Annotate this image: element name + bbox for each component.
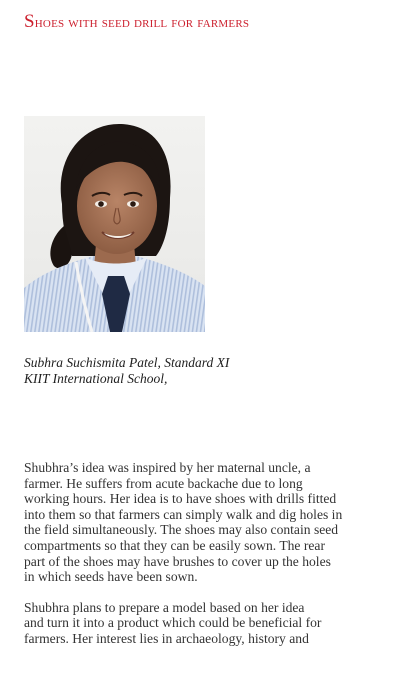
paragraph-1-line: in which seeds have been sown. <box>24 569 198 585</box>
paragraph-2-line: and turn it into a product which could be beneficial for <box>24 615 322 631</box>
paragraph-1-line: Shubhra’s idea was inspired by her maternal uncle, a <box>24 460 311 475</box>
paragraph-1-line: compartments so that they can be easily sown. The rear <box>24 537 325 553</box>
student-portrait-photo <box>24 116 205 332</box>
paragraph-1-line: working hours. Her idea is to have shoes with drills fitted <box>24 491 337 507</box>
paragraph-1-line: into them so that farmers can simply walk and dig holes in <box>24 506 343 522</box>
paragraph-1-line: the field simultaneously. The shoes may also contain seed <box>24 522 339 538</box>
paragraph-1 <box>24 460 394 585</box>
paragraph-2 <box>24 600 394 647</box>
paragraph-1-line: part of the shoes may have brushes to cover up the holes <box>24 553 331 569</box>
paragraph-2-line: farmers. Her interest lies in archaeology, history and <box>24 630 309 646</box>
title-initial: S <box>24 11 35 32</box>
photo-caption <box>24 355 229 387</box>
title-rest: hoes with seed drill for farmers <box>34 15 250 31</box>
article-title <box>24 11 249 33</box>
caption-name-line: Subhra Suchismita Patel, Standard XI <box>24 355 230 370</box>
caption-school-line: KIIT International School, <box>24 371 168 386</box>
article-body <box>24 460 394 662</box>
paragraph-1-line: farmer. He suffers from acute backache due to long <box>24 475 303 491</box>
paragraph-2-line: Shubhra plans to prepare a model based on her idea <box>24 599 305 615</box>
